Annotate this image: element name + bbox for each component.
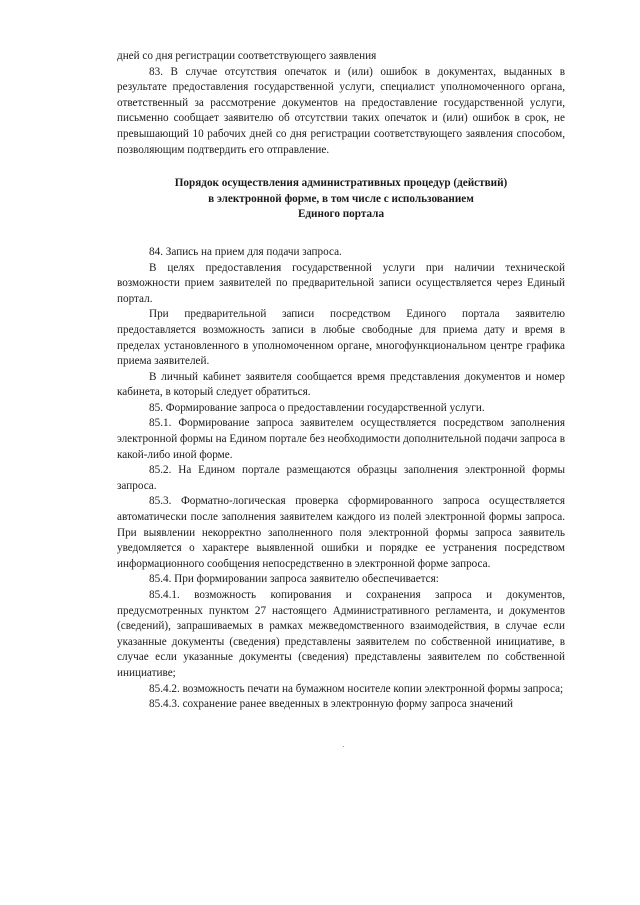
scan-speck: [343, 746, 344, 747]
paragraph-83: 83. В случае отсутствия опечаток и (или) ошибок в документах, выданных в результате предоставления государственной услуги, специалист уполномоченного органа, ответственный за рассмотрение документов на предоставление государственной услуги, письменно сообщает заявителю об отсутствии таких опечаток и (или) ошибок в срок, не превышающий 10 рабочих дней со дня регистрации соответствующего заявления способом, позволяющим подтвердить его отправление.: [117, 65, 565, 156]
paragraph-85-4-3: 85.4.3. сохранение ранее введенных в электронную форму запроса значений: [149, 698, 514, 711]
document-page: [117, 49, 565, 713]
section-heading-line-2: в электронной форме, в том числе с использованием: [208, 192, 474, 205]
paragraph-85-1: 85.1. Формирование запроса заявителем осуществляется посредством заполнения электронной формы на Едином портале без необходимости дополнительной подачи запроса в какой-либо иной форме.: [117, 417, 565, 461]
paragraph-85-4: 85.4. При формировании запроса заявителю обеспечивается:: [149, 573, 439, 586]
paragraph-84: 84. Запись на прием для подачи запроса.: [149, 245, 342, 258]
paragraph-84-preliminary-record: При предварительной записи посредством Единого портала заявителю предоставляется возможность записи в любые свободные для приема дату и время в пределах установленного в уполномоченном органе, многофункциональном центре графика приема заявителей.: [117, 308, 565, 368]
paragraph-84-appointment: В целях предоставления государственной услуги при наличии технической возможности прием заявителей по предварительной записи осуществляется через Единый портал.: [117, 261, 565, 305]
section-heading: [117, 176, 565, 223]
section-heading-line-3: Единого портала: [297, 208, 385, 221]
paragraph-85-2: 85.2. На Едином портале размещаются образцы заполнения электронной формы запроса.: [117, 464, 565, 492]
paragraph-85-3: 85.3. Форматно-логическая проверка сформированного запроса осуществляется автоматически после заполнения заявителем каждого из полей электронной формы запроса. При выявлении некорректно заполненного поля электронной формы запроса заявитель уведомляется о характере выявленной ошибки и порядке ее устранения посредством информационного сообщения непосредственно в электронной форме запроса.: [117, 495, 565, 570]
paragraph-84-personal-cabinet: В личный кабинет заявителя сообщается время представления документов и номер кабинета, в который следует обратиться.: [117, 370, 565, 399]
paragraph-85-4-1: 85.4.1. возможность копирования и сохранения запроса и документов, предусмотренных пунктом 27 настоящего Административного регламента, и документов (сведений), запрашиваемых в рамках межведомственного взаимодействия, в случае если указанные документы (сведения) представлены заявителем по собственной инициативе, в случае если указанные документы (сведения) представлены заявителем по собственной инициативе;: [117, 589, 565, 679]
paragraph-85: 85. Формирование запроса о предоставлении государственной услуги.: [149, 401, 485, 414]
section-heading-line-1: Порядок осуществления административных процедур (действий): [174, 177, 508, 190]
paragraph-continuation: дней со дня регистрации соответствующего заявления: [117, 50, 377, 62]
paragraph-85-4-2: 85.4.2. возможность печати на бумажном носителе копии электронной формы запроса;: [149, 682, 564, 695]
